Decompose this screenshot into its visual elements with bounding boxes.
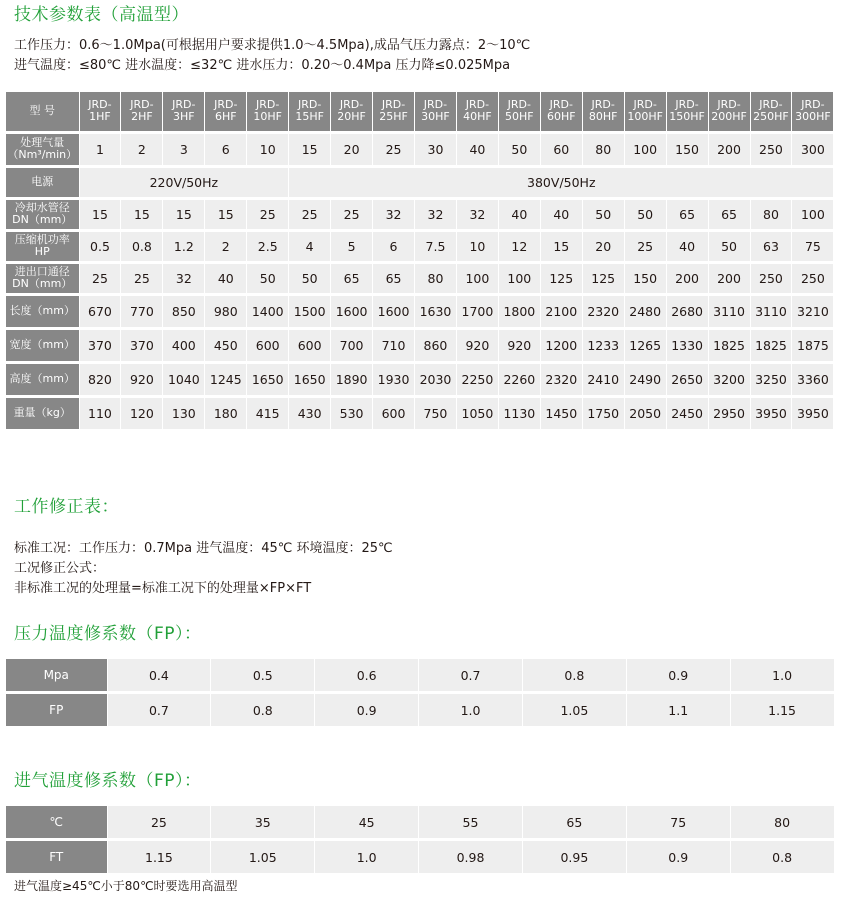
model-suffix: 250HF xyxy=(753,110,789,124)
spec-value-cell: 4 xyxy=(289,230,331,262)
spec-value-cell: 1330 xyxy=(666,328,708,362)
spec-value-cell: 80 xyxy=(415,262,457,294)
ft-title: 进气温度修系数（FP）： xyxy=(14,771,202,791)
row-label-line: 压缩机功率 xyxy=(14,233,70,246)
spec-value-cell: 50 xyxy=(289,262,331,294)
model-prefix: JRD- xyxy=(256,98,280,112)
spec-value-cell: 25 xyxy=(289,198,331,230)
spec-value-cell: 2490 xyxy=(624,362,666,396)
spec-value-cell: 40 xyxy=(540,198,582,230)
model-suffix: 30HF xyxy=(421,110,450,124)
model-prefix: JRD- xyxy=(633,98,657,112)
spec-value-cell: 100 xyxy=(792,198,834,230)
ft-row-value: 1.15 xyxy=(107,840,211,875)
fp-row-value: 0.8 xyxy=(522,659,626,693)
spec-value-cell: 130 xyxy=(163,396,205,430)
spec-value-cell: 1200 xyxy=(540,328,582,362)
spec-line-1: 工作压力：0.6～1.0Mpa(可根据用户要求提供1.0～4.5Mpa),成品气压力露点：2～10℃ xyxy=(14,38,531,53)
spec-value-cell: 450 xyxy=(205,328,247,362)
fp-row-value: 0.8 xyxy=(211,693,315,728)
spec-value-cell: 1650 xyxy=(289,362,331,396)
spec-value-cell: 125 xyxy=(582,262,624,294)
ft-row-value: 25 xyxy=(107,806,211,840)
model-prefix: JRD- xyxy=(717,98,741,112)
fp-row xyxy=(6,659,834,693)
spec-value-cell: 2 xyxy=(205,230,247,262)
spec-value-cell: 7.5 xyxy=(415,230,457,262)
ft-row-value: 0.98 xyxy=(419,840,523,875)
spec-value-cell: 80 xyxy=(750,198,792,230)
spec-value-cell: 980 xyxy=(205,294,247,328)
model-header-cell xyxy=(121,92,163,132)
ft-row-value: 55 xyxy=(419,806,523,840)
spec-value-cell: 2050 xyxy=(624,396,666,430)
spec-value-cell: 530 xyxy=(331,396,373,430)
fp-row-value: 1.0 xyxy=(419,693,523,728)
spec-value-cell: 65 xyxy=(708,198,750,230)
spec-value-cell: 1600 xyxy=(331,294,373,328)
row-label-line: （Nm³/min） xyxy=(7,148,78,161)
spec-power-row xyxy=(6,166,834,198)
footnote: 进气温度≥45℃小于80℃时要选用高温型 xyxy=(14,879,238,893)
spec-value-cell: 32 xyxy=(415,198,457,230)
spec-value-cell: 1750 xyxy=(582,396,624,430)
spec-value-cell: 40 xyxy=(666,230,708,262)
model-suffix: 15HF xyxy=(295,110,324,124)
spec-row-label: 电源 xyxy=(6,166,79,198)
spec-value-cell: 3210 xyxy=(792,294,834,328)
spec-value-cell: 15 xyxy=(540,230,582,262)
spec-value-cell: 120 xyxy=(121,396,163,430)
spec-value-cell: 1700 xyxy=(456,294,498,328)
spec-value-cell: 32 xyxy=(456,198,498,230)
model-header-cell xyxy=(624,92,666,132)
spec-value-cell: 920 xyxy=(498,328,540,362)
model-prefix: JRD- xyxy=(214,98,238,112)
spec-value-cell: 300 xyxy=(792,132,834,166)
spec-value-cell: 3360 xyxy=(792,362,834,396)
model-suffix: 50HF xyxy=(505,110,534,124)
ft-row-label: FT xyxy=(6,840,107,875)
spec-value-cell: 2950 xyxy=(708,396,750,430)
spec-value-cell: 250 xyxy=(750,132,792,166)
model-header-cell xyxy=(289,92,331,132)
spec-value-cell: 600 xyxy=(373,396,415,430)
spec-value-cell: 40 xyxy=(205,262,247,294)
spec-row-label xyxy=(6,396,79,430)
spec-value-cell: 400 xyxy=(163,328,205,362)
spec-value-cell: 2480 xyxy=(624,294,666,328)
row-label-line: 处理气量 xyxy=(20,136,65,149)
spec-value-cell: 860 xyxy=(415,328,457,362)
spec-value-cell: 30 xyxy=(415,132,457,166)
spec-value-cell: 1233 xyxy=(582,328,624,362)
spec-value-cell: 20 xyxy=(331,132,373,166)
spec-value-cell: 3 xyxy=(163,132,205,166)
model-suffix: 1HF xyxy=(89,110,111,124)
spec-value-cell: 32 xyxy=(373,198,415,230)
model-header-cell xyxy=(666,92,708,132)
spec-row xyxy=(6,328,834,362)
spec-row-label xyxy=(6,132,79,166)
spec-value-cell: 15 xyxy=(121,198,163,230)
spec-value-cell: 10 xyxy=(247,132,289,166)
ft-row xyxy=(6,806,834,840)
ft-row-label: ℃ xyxy=(6,806,107,840)
spec-value-cell: 15 xyxy=(79,198,121,230)
spec-value-cell: 2250 xyxy=(456,362,498,396)
spec-value-cell: 80 xyxy=(582,132,624,166)
spec-value-cell: 1.2 xyxy=(163,230,205,262)
spec-value-cell: 2450 xyxy=(666,396,708,430)
spec-title: 技术参数表（高温型） xyxy=(14,5,189,25)
spec-value-cell: 1875 xyxy=(792,328,834,362)
spec-value-cell: 40 xyxy=(498,198,540,230)
spec-value-cell: 25 xyxy=(79,262,121,294)
model-suffix: 25HF xyxy=(379,110,408,124)
spec-value-cell: 250 xyxy=(792,262,834,294)
spec-value-cell: 2680 xyxy=(666,294,708,328)
spec-value-cell: 1245 xyxy=(205,362,247,396)
spec-row xyxy=(6,396,834,430)
fp-row-value: 0.5 xyxy=(211,659,315,693)
ft-row-value: 65 xyxy=(522,806,626,840)
model-header-cell xyxy=(415,92,457,132)
model-prefix: JRD- xyxy=(130,98,154,112)
spec-value-cell: 700 xyxy=(331,328,373,362)
row-label-line: HP xyxy=(34,245,50,258)
model-header-cell xyxy=(540,92,582,132)
spec-value-cell: 1825 xyxy=(708,328,750,362)
spec-value-cell: 920 xyxy=(121,362,163,396)
spec-row-label xyxy=(6,362,79,396)
spec-value-cell: 15 xyxy=(205,198,247,230)
spec-value-cell: 110 xyxy=(79,396,121,430)
spec-row-label xyxy=(6,328,79,362)
spec-value-cell: 2 xyxy=(121,132,163,166)
spec-row xyxy=(6,262,834,294)
model-prefix: JRD- xyxy=(423,98,448,112)
spec-value-cell: 600 xyxy=(247,328,289,362)
spec-value-cell: 1930 xyxy=(373,362,415,396)
model-prefix: JRD- xyxy=(465,98,490,112)
fp-row-value: 1.1 xyxy=(626,693,730,728)
model-suffix: 100HF xyxy=(627,110,663,124)
spec-value-cell: 3950 xyxy=(792,396,834,430)
spec-value-cell: 100 xyxy=(456,262,498,294)
power-220-cell: 220V/50Hz xyxy=(79,166,289,198)
spec-value-cell: 2260 xyxy=(498,362,540,396)
spec-value-cell: 1130 xyxy=(498,396,540,430)
spec-value-cell: 6 xyxy=(205,132,247,166)
model-header-cell xyxy=(582,92,624,132)
row-label-line: DN（mm） xyxy=(12,213,73,226)
correction-formula-label: 工况修正公式： xyxy=(14,561,106,576)
model-header-cell xyxy=(792,92,834,132)
spec-value-cell: 710 xyxy=(373,328,415,362)
spec-value-cell: 65 xyxy=(666,198,708,230)
spec-value-cell: 820 xyxy=(79,362,121,396)
model-prefix: JRD- xyxy=(591,98,615,112)
spec-value-cell: 1630 xyxy=(415,294,457,328)
correction-title: 工作修正表： xyxy=(14,497,119,517)
ft-row-value: 80 xyxy=(730,806,834,840)
ft-row-value: 0.9 xyxy=(626,840,730,875)
spec-value-cell: 1265 xyxy=(624,328,666,362)
spec-value-cell: 25 xyxy=(373,132,415,166)
spec-row-label xyxy=(6,262,79,294)
model-prefix: JRD- xyxy=(675,98,699,112)
fp-title: 压力温度修系数（FP）： xyxy=(14,624,202,644)
spec-value-cell: 415 xyxy=(247,396,289,430)
ft-row-value: 1.05 xyxy=(211,840,315,875)
spec-value-cell: 25 xyxy=(247,198,289,230)
spec-value-cell: 10 xyxy=(456,230,498,262)
spec-table xyxy=(6,92,834,432)
spec-value-cell: 1040 xyxy=(163,362,205,396)
spec-value-cell: 2.5 xyxy=(247,230,289,262)
model-prefix: JRD- xyxy=(172,98,196,112)
ft-row-value: 1.0 xyxy=(315,840,419,875)
spec-value-cell: 0.5 xyxy=(79,230,121,262)
spec-value-cell: 1800 xyxy=(498,294,540,328)
spec-value-cell: 25 xyxy=(121,262,163,294)
fp-row-label: Mpa xyxy=(6,659,107,693)
spec-row xyxy=(6,362,834,396)
spec-value-cell: 2320 xyxy=(582,294,624,328)
fp-row-value: 0.9 xyxy=(315,693,419,728)
spec-value-cell: 2320 xyxy=(540,362,582,396)
spec-value-cell: 40 xyxy=(456,132,498,166)
spec-value-cell: 1450 xyxy=(540,396,582,430)
spec-value-cell: 0.8 xyxy=(121,230,163,262)
spec-value-cell: 75 xyxy=(792,230,834,262)
spec-value-cell: 600 xyxy=(289,328,331,362)
ft-row-value: 35 xyxy=(211,806,315,840)
spec-value-cell: 50 xyxy=(247,262,289,294)
spec-header-label: 型 号 xyxy=(6,92,79,132)
model-header-cell xyxy=(205,92,247,132)
spec-value-cell: 12 xyxy=(498,230,540,262)
model-suffix: 2HF xyxy=(131,110,153,124)
model-header-cell xyxy=(750,92,792,132)
spec-value-cell: 15 xyxy=(289,132,331,166)
spec-value-cell: 3110 xyxy=(750,294,792,328)
spec-value-cell: 3110 xyxy=(708,294,750,328)
model-header-cell xyxy=(373,92,415,132)
spec-value-cell: 50 xyxy=(498,132,540,166)
spec-value-cell: 100 xyxy=(624,132,666,166)
spec-value-cell: 2100 xyxy=(540,294,582,328)
spec-value-cell: 65 xyxy=(373,262,415,294)
spec-value-cell: 370 xyxy=(79,328,121,362)
spec-value-cell: 200 xyxy=(708,262,750,294)
ft-row-value: 0.8 xyxy=(730,840,834,875)
spec-value-cell: 65 xyxy=(331,262,373,294)
model-suffix: 20HF xyxy=(337,110,366,124)
power-380-cell: 380V/50Hz xyxy=(289,166,834,198)
spec-value-cell: 1400 xyxy=(247,294,289,328)
spec-value-cell: 920 xyxy=(456,328,498,362)
model-suffix: 10HF xyxy=(253,110,283,124)
spec-value-cell: 1650 xyxy=(247,362,289,396)
spec-row xyxy=(6,230,834,262)
spec-header-row xyxy=(6,92,834,132)
spec-value-cell: 15 xyxy=(163,198,205,230)
spec-row xyxy=(6,132,834,166)
spec-value-cell: 2030 xyxy=(415,362,457,396)
fp-row-value: 0.4 xyxy=(107,659,211,693)
spec-value-cell: 1050 xyxy=(456,396,498,430)
spec-value-cell: 1 xyxy=(79,132,121,166)
fp-table xyxy=(6,659,835,729)
ft-table xyxy=(6,806,835,876)
spec-value-cell: 1890 xyxy=(331,362,373,396)
spec-value-cell: 850 xyxy=(163,294,205,328)
ft-row xyxy=(6,840,834,875)
model-suffix: 150HF xyxy=(669,110,705,124)
spec-value-cell: 3250 xyxy=(750,362,792,396)
correction-formula: 非标准工况的处理量=标准工况下的处理量×FP×FT xyxy=(14,581,312,596)
row-label-line: 重量（kg） xyxy=(13,406,71,419)
model-header-cell xyxy=(247,92,289,132)
spec-value-cell: 200 xyxy=(666,262,708,294)
spec-value-cell: 25 xyxy=(624,230,666,262)
row-label-line: 宽度（mm） xyxy=(9,338,75,351)
spec-value-cell: 370 xyxy=(121,328,163,362)
model-header-cell xyxy=(708,92,750,132)
model-prefix: JRD- xyxy=(297,98,322,112)
spec-value-cell: 150 xyxy=(624,262,666,294)
fp-row-label: FP xyxy=(6,693,107,728)
spec-value-cell: 150 xyxy=(666,132,708,166)
spec-row-label xyxy=(6,230,79,262)
spec-value-cell: 200 xyxy=(708,132,750,166)
spec-value-cell: 100 xyxy=(498,262,540,294)
fp-row-value: 0.9 xyxy=(626,659,730,693)
model-prefix: JRD- xyxy=(759,98,783,112)
model-suffix: 3HF xyxy=(173,110,195,124)
spec-row-label xyxy=(6,198,79,230)
model-suffix: 40HF xyxy=(463,110,492,124)
model-prefix: JRD- xyxy=(339,98,364,112)
spec-value-cell: 250 xyxy=(750,262,792,294)
spec-value-cell: 3950 xyxy=(750,396,792,430)
spec-value-cell: 750 xyxy=(415,396,457,430)
spec-value-cell: 1500 xyxy=(289,294,331,328)
row-label-line: 长度（mm） xyxy=(9,304,75,317)
fp-row-value: 0.7 xyxy=(419,659,523,693)
model-prefix: JRD- xyxy=(88,98,112,112)
spec-row-label xyxy=(6,294,79,328)
model-suffix: 200HF xyxy=(711,110,747,124)
model-prefix: JRD- xyxy=(381,98,406,112)
spec-row xyxy=(6,198,834,230)
fp-row-value: 0.7 xyxy=(107,693,211,728)
spec-value-cell: 63 xyxy=(750,230,792,262)
correction-standard: 标准工况：工作压力：0.7Mpa 进气温度：45℃ 环境温度：25℃ xyxy=(14,541,393,556)
model-suffix: 60HF xyxy=(546,110,576,124)
spec-value-cell: 60 xyxy=(540,132,582,166)
model-prefix: JRD- xyxy=(507,98,531,112)
spec-value-cell: 3200 xyxy=(708,362,750,396)
spec-value-cell: 50 xyxy=(624,198,666,230)
row-label-line: 进出口通径 xyxy=(14,265,70,278)
spec-value-cell: 5 xyxy=(331,230,373,262)
fp-row-value: 1.05 xyxy=(522,693,626,728)
model-suffix: 6HF xyxy=(214,110,237,124)
ft-row-value: 75 xyxy=(626,806,730,840)
spec-value-cell: 670 xyxy=(79,294,121,328)
ft-row-value: 45 xyxy=(315,806,419,840)
spec-value-cell: 770 xyxy=(121,294,163,328)
spec-row xyxy=(6,294,834,328)
model-prefix: JRD- xyxy=(549,98,573,112)
spec-line-2: 进气温度：≤80℃ 进水温度：≤32℃ 进水压力：0.20～0.4Mpa 压力降≤0.025Mpa xyxy=(14,58,511,73)
model-header-cell xyxy=(498,92,540,132)
spec-value-cell: 2410 xyxy=(582,362,624,396)
model-header-cell xyxy=(163,92,205,132)
fp-row xyxy=(6,693,834,728)
row-label-line: 高度（mm） xyxy=(9,372,75,385)
spec-value-cell: 50 xyxy=(582,198,624,230)
spec-value-cell: 25 xyxy=(331,198,373,230)
model-suffix: 80HF xyxy=(588,110,618,124)
spec-value-cell: 125 xyxy=(540,262,582,294)
fp-row-value: 1.15 xyxy=(730,693,834,728)
spec-value-cell: 20 xyxy=(582,230,624,262)
spec-value-cell: 6 xyxy=(373,230,415,262)
model-header-cell xyxy=(456,92,498,132)
ft-row-value: 0.95 xyxy=(522,840,626,875)
spec-value-cell: 50 xyxy=(708,230,750,262)
spec-value-cell: 180 xyxy=(205,396,247,430)
spec-value-cell: 430 xyxy=(289,396,331,430)
model-header-cell xyxy=(79,92,121,132)
model-prefix: JRD- xyxy=(801,98,825,112)
model-suffix: 300HF xyxy=(795,110,831,124)
row-label-line: 冷却水管径 xyxy=(14,201,70,214)
row-label-line: DN（mm） xyxy=(12,277,73,290)
spec-value-cell: 1600 xyxy=(373,294,415,328)
spec-value-cell: 32 xyxy=(163,262,205,294)
spec-value-cell: 2650 xyxy=(666,362,708,396)
fp-row-value: 0.6 xyxy=(315,659,419,693)
spec-value-cell: 1825 xyxy=(750,328,792,362)
fp-row-value: 1.0 xyxy=(730,659,834,693)
model-header-cell xyxy=(331,92,373,132)
